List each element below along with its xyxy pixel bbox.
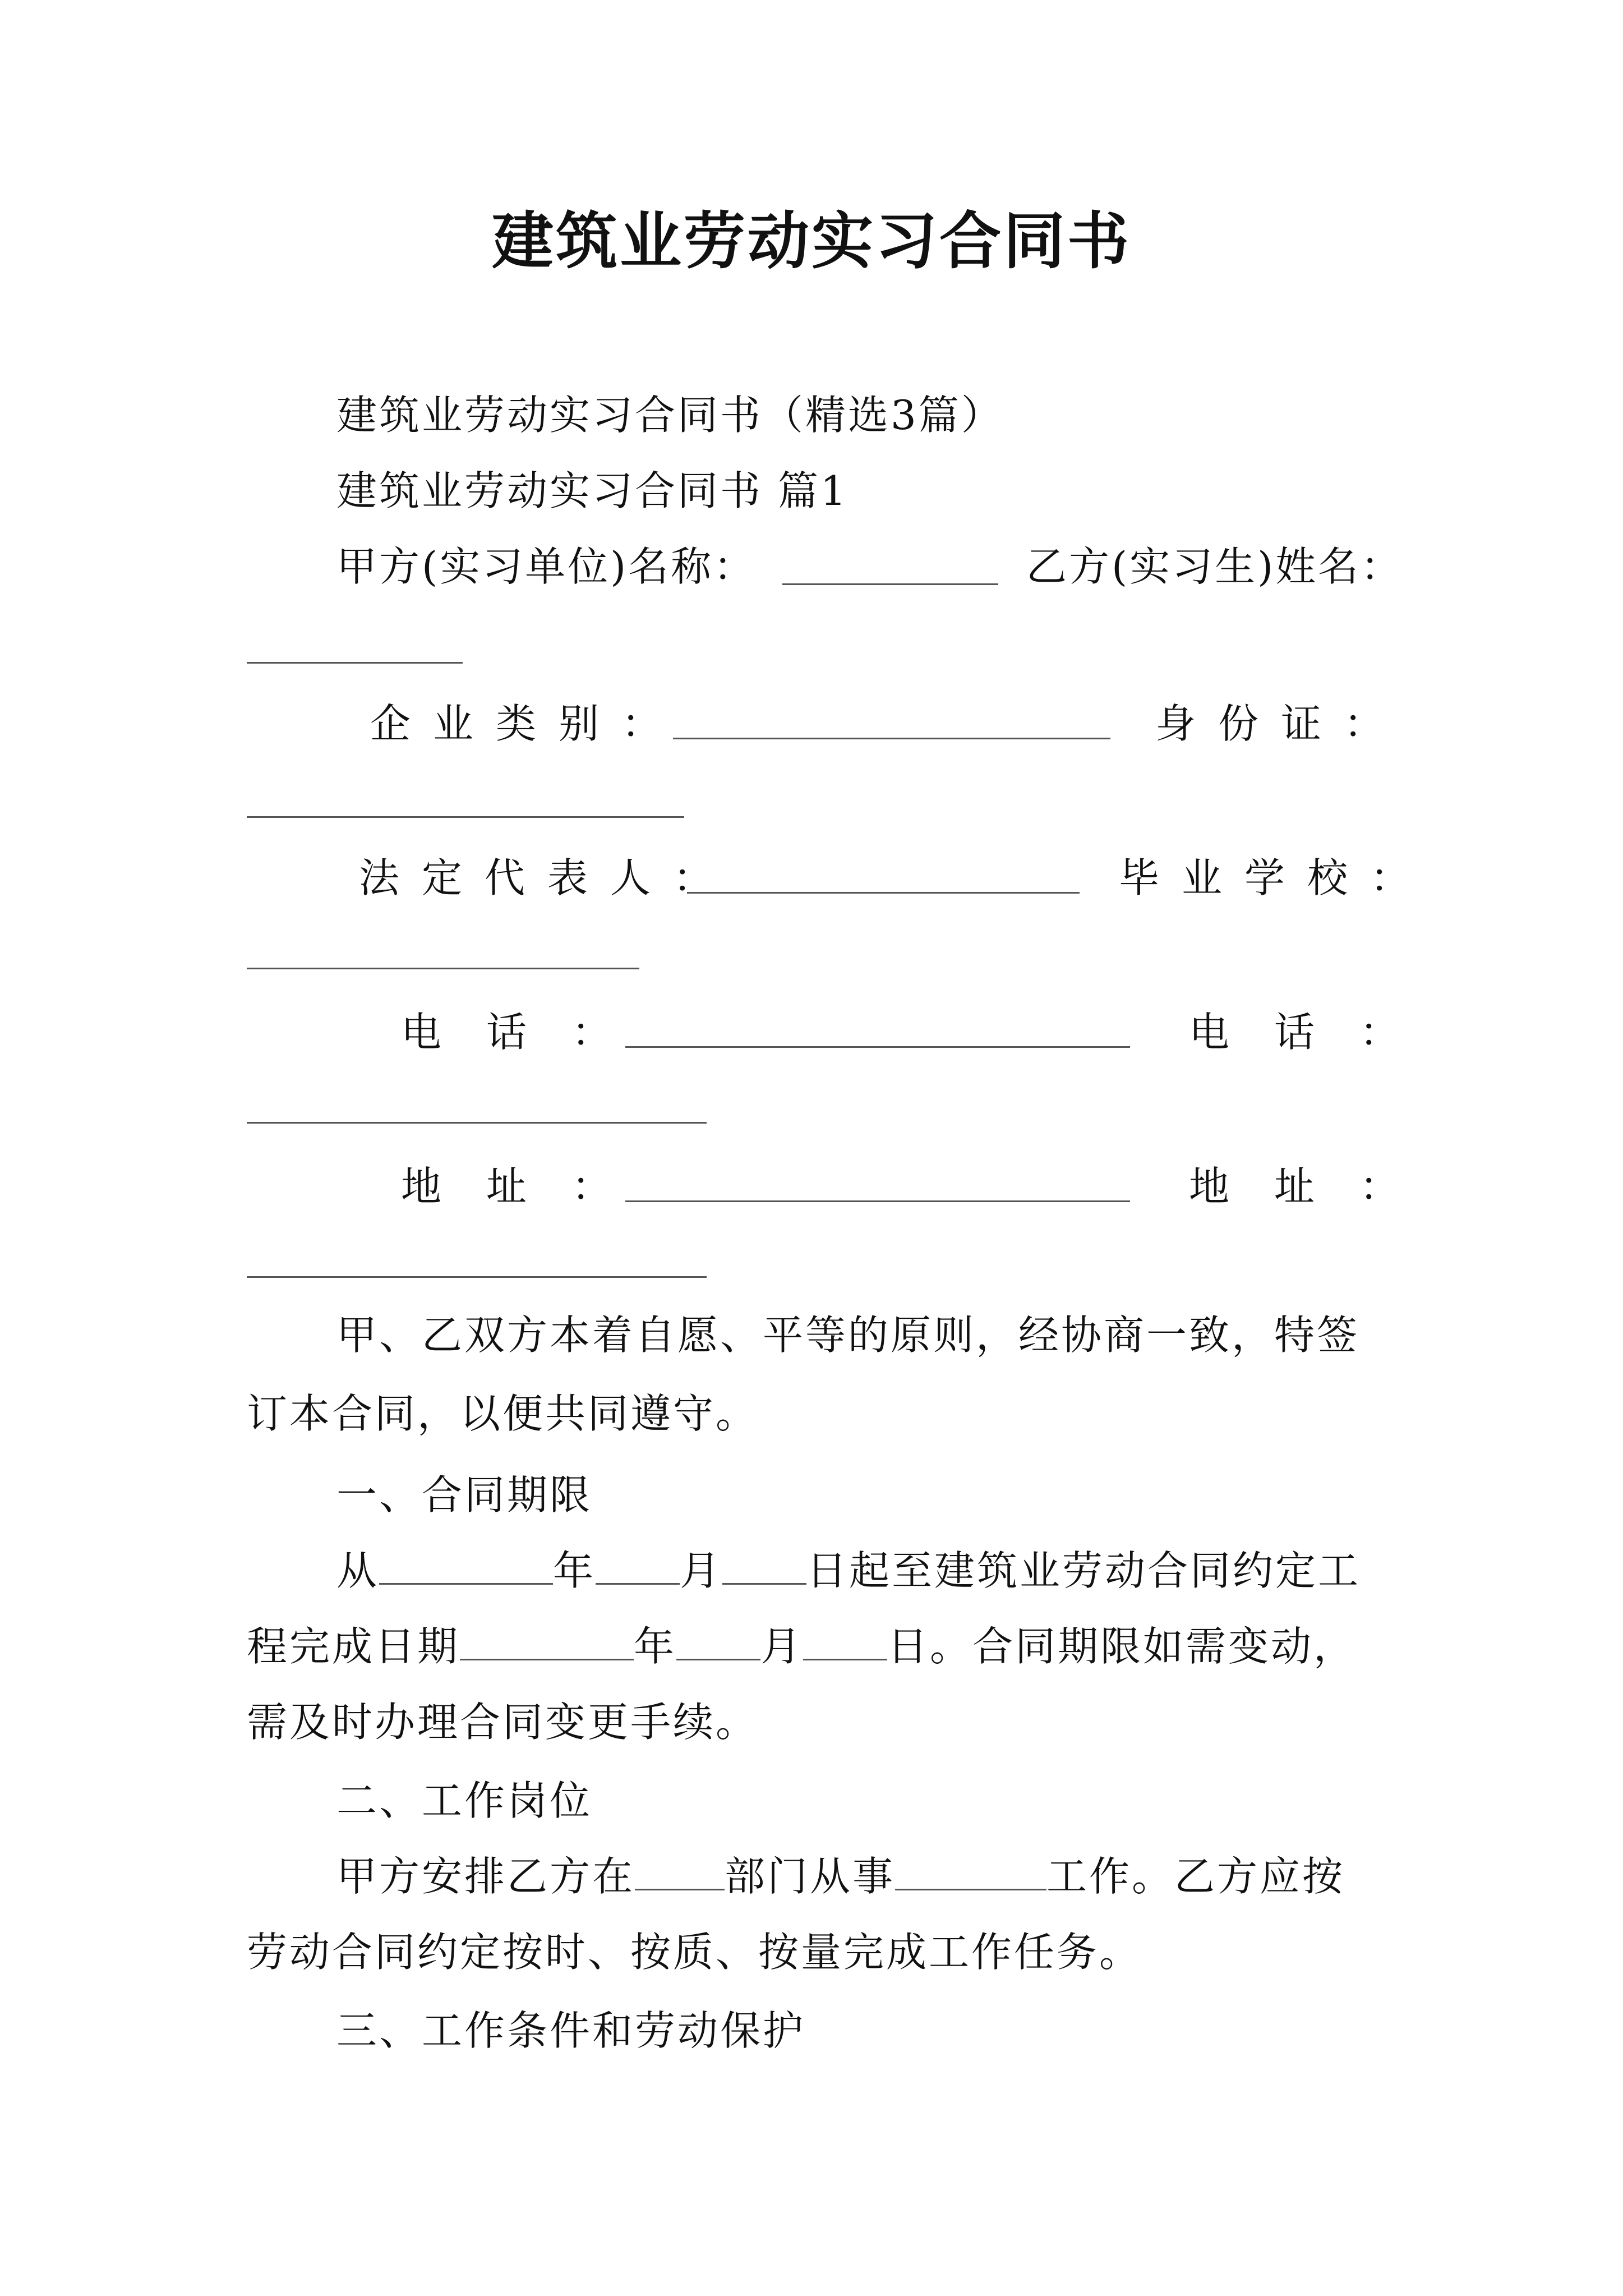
job-blank[interactable] [895,1849,1046,1890]
term-month-1: 月 [680,1547,723,1594]
post-department: 部门从事 [725,1853,896,1900]
school-label: 毕业学校： [1119,854,1433,901]
id-card-blank[interactable] [247,816,684,818]
term-year-1: 年 [553,1547,596,1594]
collection-heading: 建筑业劳动实习合同书（精选3篇） [336,392,1004,439]
term-month-2: 月 [760,1623,804,1670]
phone-b-blank[interactable] [247,1122,707,1124]
term-from: 从 [336,1547,380,1594]
section-1-title: 一、合同期限 [336,1471,593,1519]
address-a-blank[interactable] [625,1200,1130,1202]
id-card-label: 身份证： [1155,700,1407,747]
party-b-name-blank[interactable] [247,662,463,664]
document-title: 建筑业劳动实习合同书 [492,205,1131,277]
party-a-name-blank[interactable] [782,583,998,585]
start-year-blank[interactable] [379,1544,553,1585]
part-heading: 建筑业劳动实习合同书 篇1 [336,467,849,514]
term-until: 日起至建筑业劳动合同约定工 [806,1547,1361,1594]
term-change-note: 日。合同期限如需变动， [887,1623,1357,1670]
term-line-2 [247,1618,1356,1674]
end-day-blank[interactable] [803,1619,887,1660]
start-month-blank[interactable] [596,1544,680,1585]
post-start: 甲方安排乙方在 [336,1853,635,1900]
intro-paragraph-line-2: 订本合同，以便共同遵守。 [247,1390,759,1437]
enterprise-type-label: 企业类别： [370,700,685,747]
end-month-blank[interactable] [676,1619,760,1660]
address-label-b: 地址： [1189,1163,1445,1210]
party-a-name-label: 甲方(实习单位)名称： [336,543,757,590]
start-day-blank[interactable] [722,1544,806,1585]
term-year-2: 年 [634,1623,677,1670]
post-line-2: 劳动合同约定按时、按质、按量完成工作任务。 [247,1929,1142,1976]
legal-rep-blank[interactable] [687,892,1080,894]
term-end-date-label: 程完成日期 [247,1623,460,1670]
legal-rep-label: 法定代表人： [359,854,736,901]
term-line-1 [336,1543,1361,1599]
section-3-title: 三、工作条件和劳动保护 [336,2007,806,2054]
phone-a-blank[interactable] [625,1046,1130,1048]
post-end: 工作。乙方应按 [1046,1853,1345,1900]
term-line-3: 需及时办理合同变更手续。 [247,1699,759,1746]
phone-label-a: 电话： [401,1009,657,1056]
end-year-blank[interactable] [460,1619,634,1660]
intro-paragraph-line-1: 甲、乙双方本着自愿、平等的原则，经协商一致，特签 [336,1312,1360,1359]
school-blank[interactable] [247,968,639,969]
address-label-a: 地址： [401,1163,657,1210]
section-2-title: 二、工作岗位 [336,1777,593,1824]
address-b-blank[interactable] [247,1276,707,1278]
phone-label-b: 电话： [1189,1009,1445,1056]
party-b-name-label: 乙方(实习生)姓名： [1026,543,1404,590]
enterprise-type-blank[interactable] [673,738,1110,739]
post-line-1 [336,1848,1345,1904]
department-blank[interactable] [635,1849,725,1890]
